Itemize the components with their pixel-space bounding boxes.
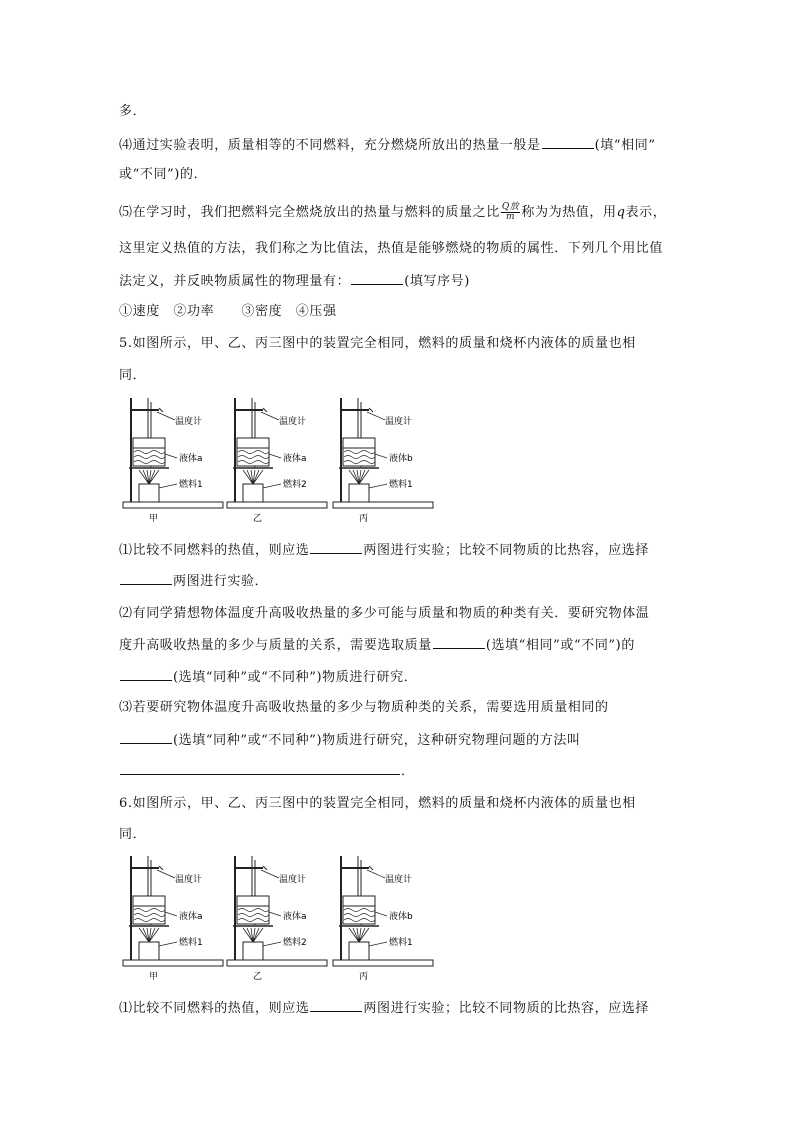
answer-blank[interactable] [310, 999, 362, 1012]
text-line: 或“不同”)的． [119, 167, 208, 182]
thermometer-label: 温度计 [175, 417, 203, 427]
text-line: 6.如图所示，甲、乙、丙三图中的装置完全相同，燃料的质量和烧杯内液体的质量也相 [119, 796, 636, 811]
text-line: ⑶若要研究物体温度升高吸收热量的多少与物质种类的关系，需要选用质量相同的 [119, 700, 609, 715]
text-line: ． [119, 762, 415, 781]
apparatus-panel-yi [227, 856, 327, 982]
thermometer-label: 温度计 [385, 417, 413, 427]
text-line: 度升高吸收热量的多少与质量的关系，需要选取质量 (选填“相同”或“不同”)的 [119, 638, 635, 653]
panel-caption: 乙 [253, 514, 263, 524]
experiment-figure-1 [117, 390, 437, 525]
text-line: (选填“同种”或“不同种”)物质进行研究，这种研究物理问题的方法叫 [119, 731, 581, 750]
fuel-label: 燃料1 [389, 480, 413, 490]
liquid-label: 液体b [389, 912, 413, 922]
answer-blank[interactable] [351, 272, 403, 285]
liquid-label: 液体a [179, 912, 203, 922]
apparatus-panel-yi [227, 398, 327, 524]
text-line: ⑴比较不同燃料的热值，则应选 两图进行实验；比较不同物质的比热容，应选择 [119, 1001, 650, 1016]
answer-blank[interactable] [433, 636, 485, 649]
text-line: 法定义，并反映物质属性的物理量有： (填写序号) [119, 274, 470, 289]
text-line: 两图进行实验． [119, 572, 268, 591]
answer-blank[interactable] [120, 668, 172, 681]
fuel-label: 燃料1 [179, 480, 203, 490]
answer-blank[interactable] [120, 731, 172, 744]
thermometer-label: 温度计 [175, 875, 203, 885]
panel-caption: 乙 [253, 972, 263, 982]
experiment-figure-2 [117, 848, 437, 983]
panel-caption: 甲 [149, 972, 159, 982]
liquid-label: 液体a [283, 912, 307, 922]
thermometer-label: 温度计 [385, 875, 413, 885]
text-line: 这里定义热值的方法，我们称之为比值法，热值是能够燃烧的物质的属性．下列几个用比值 [119, 241, 664, 256]
answer-blank[interactable] [310, 541, 362, 554]
apparatus-panel-bing [333, 856, 433, 982]
panel-caption: 甲 [149, 514, 159, 524]
apparatus-panel-jia [123, 398, 223, 524]
text-line: ⑸在学习时，我们把燃料完全燃烧放出的热量与燃料的质量之比 $\frac{\text{Q放}}{m}$ 称为为热值，用q表示， [119, 202, 667, 222]
text-line: 5.如图所示，甲、乙、丙三图中的装置完全相同，燃料的质量和烧杯内液体的质量也相 [119, 336, 636, 351]
thermometer-label: 温度计 [279, 417, 307, 427]
fuel-label: 燃料1 [389, 938, 413, 948]
fuel-label: 燃料2 [283, 938, 307, 948]
text-line: ⑵有同学猜想物体温度升高吸收热量的多少可能与质量和物质的种类有关．要研究物体温 [119, 606, 650, 621]
panel-caption: 丙 [359, 972, 369, 982]
answer-blank[interactable] [120, 572, 172, 585]
liquid-label: 液体a [179, 454, 203, 464]
text-line: ⑷通过实验表明，质量相等的不同燃料，充分燃烧所放出的热量一般是 (填“相同” [119, 138, 656, 153]
text-line: ①速度 ②功率 ③密度 ④压强 [119, 304, 337, 319]
apparatus-panel-bing [333, 398, 433, 524]
answer-blank[interactable] [542, 136, 594, 149]
text-line: 多． [119, 104, 147, 119]
fuel-label: 燃料2 [283, 480, 307, 490]
thermometer-label: 温度计 [279, 875, 307, 885]
text-line: ⑴比较不同燃料的热值，则应选 两图进行实验；比较不同物质的比热容，应选择 [119, 543, 650, 558]
apparatus-panel-jia [123, 856, 223, 982]
liquid-label: 液体b [389, 454, 413, 464]
liquid-label: 液体a [283, 454, 307, 464]
text-line: 同． [119, 827, 147, 842]
text-line: 同． [119, 368, 147, 383]
fraction-q-over-m: $\frac{\text{Q放}}{m}$ [501, 202, 520, 222]
answer-blank[interactable] [120, 762, 400, 775]
panel-caption: 丙 [359, 514, 369, 524]
fuel-label: 燃料1 [179, 938, 203, 948]
text-line: (选填“同种”或“不同种”)物质进行研究． [119, 668, 417, 687]
